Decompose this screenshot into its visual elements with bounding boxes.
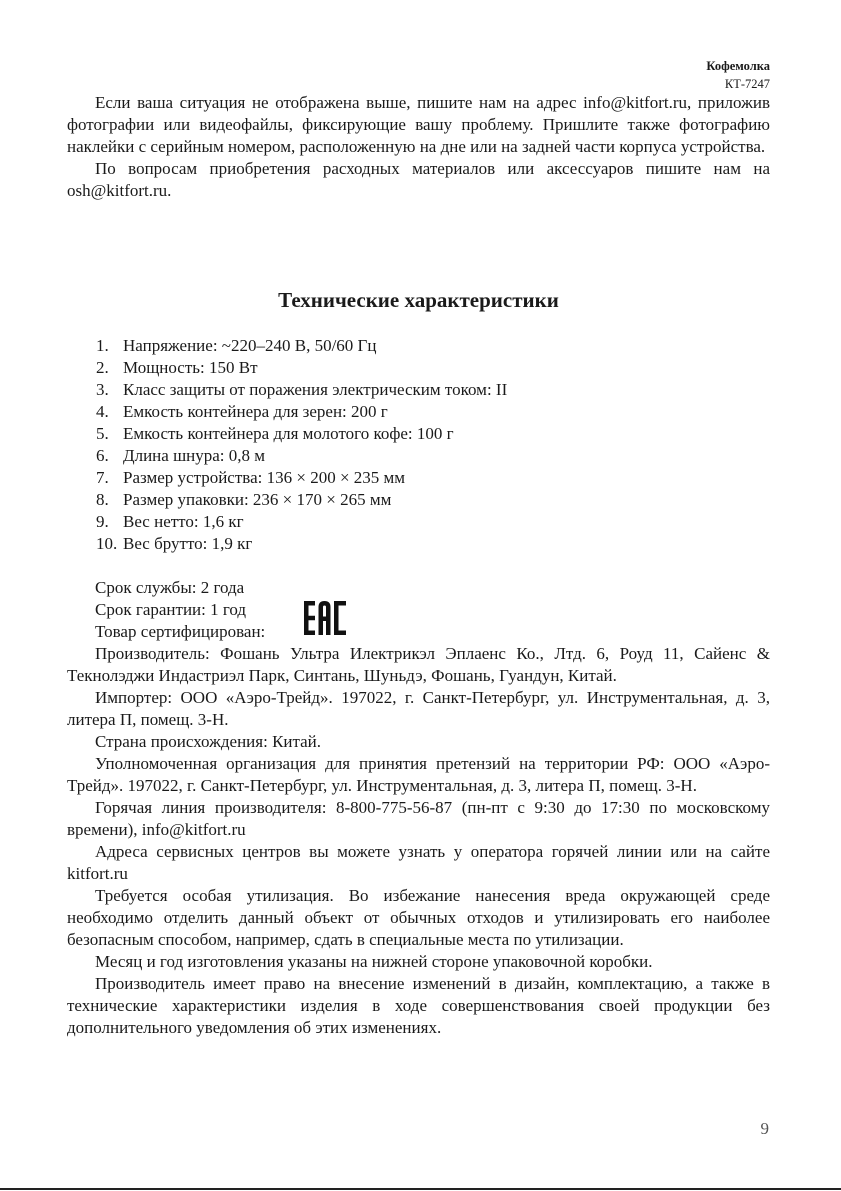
spec-item: 5. Емкость контейнера для молотого кофе: 100 г	[96, 424, 454, 443]
details-paragraph: Адреса сервисных центров вы можете узнать у оператора горячей линии или на сайте kitfort.ru	[67, 842, 770, 883]
spec-item: 2. Мощность: 150 Вт	[96, 358, 258, 377]
details-paragraph: Требуется особая утилизация. Во избежание нанесения вреда окружающей среде необходимо отделить данный объект от обычных отходов и утилизировать его наиболее безопасным способом, например, сдать в специальные места по утилизации.	[67, 886, 770, 949]
service-info	[95, 577, 265, 643]
spec-item: 6. Длина шнура: 0,8 м	[96, 446, 266, 465]
spec-item: 9. Вес нетто: 1,6 кг	[96, 512, 244, 531]
spec-item: 3. Класс защиты от поражения электрическим током: II	[96, 380, 508, 399]
service-life: Срок службы: 2 года	[95, 578, 245, 597]
details-paragraph: Месяц и год изготовления указаны на нижней стороне упаковочной коробки.	[95, 952, 653, 971]
header-model-number: КТ-7247	[724, 77, 770, 91]
page-header	[706, 57, 770, 93]
header-product-title: Кофемолка	[706, 59, 770, 73]
details-paragraph: Страна происхождения: Китай.	[95, 732, 322, 751]
spec-item: 10. Вес брутто: 1,9 кг	[96, 534, 253, 553]
bottom-divider	[0, 1188, 841, 1190]
spec-item: 4. Емкость контейнера для зерен: 200 г	[96, 402, 388, 421]
eac-certification-icon	[303, 600, 347, 636]
details-paragraph: Производитель имеет право на внесение изменений в дизайн, комплектацию, а также в технические характеристики изделия в ходе совершенствования своей продукции без дополнительного уведомления об этих изменениях.	[67, 974, 770, 1037]
intro-paragraph: Если ваша ситуация не отображена выше, пишите нам на адрес info@kitfort.ru, приложив фотографии или видеофайлы, фиксирующие вашу проблему. Пришлите также фотографию наклейки с серийным номером, расположенную на дне или на задней части корпуса устройства.	[67, 93, 770, 156]
details-paragraph: Импортер: ООО «Аэро-Трейд». 197022, г. Санкт-Петербург, ул. Инструментальная, д. 3, литера П, помещ. 3-Н.	[67, 688, 770, 729]
section-title-specs: Технические характеристики	[278, 288, 559, 312]
spec-item: 8. Размер упаковки: 236 × 170 × 265 мм	[96, 490, 392, 509]
page-number: 9	[760, 1119, 769, 1138]
manufacturer-details	[67, 643, 770, 1039]
intro-section	[67, 92, 770, 202]
details-paragraph: Уполномоченная организация для принятия претензий на территории РФ: ООО «Аэро-Трейд». 197022, г. Санкт-Петербург, ул. Инструментальная, д. 3, литера П, помещ. 3-Н.	[67, 754, 770, 795]
spec-list	[96, 335, 507, 555]
certification-label: Товар сертифицирован:	[95, 622, 266, 641]
spec-item: 7. Размер устройства: 136 × 200 × 235 мм	[96, 468, 406, 487]
details-paragraph: Производитель: Фошань Ультра Илектрикэл Эплаенс Ко., Лтд. 6, Роуд 11, Сайенс & Текнолэджи Индастриэл Парк, Синтань, Шуньдэ, Фошань, Гуандун, Китай.	[67, 644, 770, 685]
warranty-period: Срок гарантии: 1 год	[95, 600, 247, 619]
details-paragraph: Горячая линия производителя: 8-800-775-56-87 (пн-пт с 9:30 до 17:30 по московскому времени), info@kitfort.ru	[67, 798, 770, 839]
intro-paragraph: По вопросам приобретения расходных материалов или аксессуаров пишите нам на osh@kitfort.ru.	[67, 159, 770, 200]
spec-item: 1. Напряжение: ~220–240 В, 50/60 Гц	[96, 336, 377, 355]
